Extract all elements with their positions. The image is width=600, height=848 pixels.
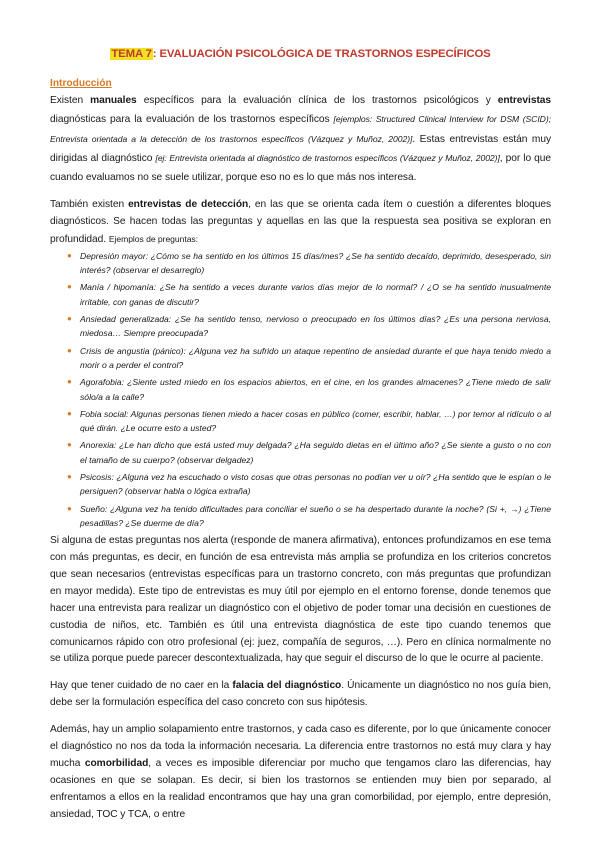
question-text: Manía / hipomanía: ¿Se ha sentido a veces durante varios días mejor de lo normal? / ¿O se ha sentido inusualmente irritable, con ganas de discutir?	[80, 282, 551, 307]
examples-label: Ejemplos de preguntas:	[108, 233, 199, 244]
bold-term-comorbilidad: comorbilidad	[84, 757, 149, 769]
question-item	[67, 312, 551, 341]
bold-term-manuales: manuales	[90, 95, 137, 106]
bold-term-falacia: falacia del diagnóstico	[232, 680, 342, 692]
question-item	[67, 502, 551, 531]
document-page	[50, 48, 551, 824]
question-item	[67, 375, 551, 404]
bullet-icon: ●	[67, 503, 72, 513]
question-item	[67, 470, 551, 499]
text-run: . Únicamente un diagnóstico no nos guía bien, debe ser la formulación específica del caso concreto con sus hipótesis.	[50, 680, 551, 709]
bullet-icon: ●	[67, 377, 72, 387]
bullet-icon: ●	[67, 408, 72, 418]
question-item	[67, 344, 551, 373]
question-text: Psicosis: ¿Alguna vez ha escuchado o visto cosas que otras personas no podían ver u oír? ¿Ha sentido que le espían o le persiguen? (observar habla o lógica extraña)	[80, 471, 551, 497]
bold-term-entrevistas-deteccion: entrevistas de detección	[128, 199, 249, 211]
question-text: Crisis de angustia (pánico): ¿Alguna vez ha sufrido un ataque repentino de ansiedad durante el que haya tenido miedo a morir o a perder el control?	[80, 345, 551, 371]
bold-term-entrevistas: entrevistas	[497, 95, 552, 106]
question-text: Sueño: ¿Alguna vez ha tenido dificultades para conciliar el sueño o se ha despertado durante la noche? (Si +, →) ¿Tiene pesadillas? ¿Se duerme de día?	[80, 503, 551, 528]
question-item	[67, 280, 551, 309]
text-run: Existen	[50, 95, 91, 106]
bullet-icon: ●	[67, 313, 72, 323]
text-run: También existen	[50, 199, 129, 211]
bullet-icon: ●	[67, 440, 72, 450]
text-run: diagnósticas para la evaluación de los trastornos específicos	[50, 114, 334, 126]
bullet-icon: ●	[67, 345, 72, 355]
bullet-icon: ●	[67, 471, 72, 481]
question-text: Depresión mayor: ¿Cómo se ha sentido en los últimos 15 días/mes? ¿Se ha sentido decaído, deprimido, desesperado, sin interés? (observar el desarreglo)	[80, 250, 551, 276]
text-run: específicos para la evaluación clínica de los trastornos psicológicos y	[136, 95, 498, 106]
bullet-icon: ●	[67, 250, 72, 260]
italic-reference: [ejemplos: Structured Clinical Interview for DSM (SCID); Entrevista orientada a la detección de los trastornos específicos (Vázquez y Muñoz, 2002)]	[50, 114, 551, 144]
question-text: Ansiedad generalizada: ¿Se ha sentido tenso, nervioso o preocupado en los últimos días? ¿Es una persona nerviosa, miedosa… Siempre preocupada?	[80, 313, 551, 339]
paragraph-profundizamos: Si alguna de estas preguntas nos alerta (responde de manera afirmativa), entonces profundizamos en ese tema con más preguntas, es decir, en función de esa entrevista más amplia se profundiza en los criterios concretos que sean necesarios (entrevistas específicas para un trastorno concreto, con más preguntas que profundizan en mayor medida). Este tipo de entrevistas es muy útil por ejemplo en el entorno forense, donde tenemos que hacer una entrevista para realizar un diagnóstico con el objetivo de poder tomar una decisión en cuestiones de custodia de niños, etc. También es útil una entrevista diagnóstica de este tipo cuando tenemos que comunicarnos rápido con otro profesional (ej: juez, compañía de seguros, …). Pero en clínica normalmente no se utiliza porque puede parecer descontextualizada, hay que seguir el discurso de lo que le ocurre al paciente.	[50, 535, 551, 665]
question-text: Anorexia: ¿Le han dicho que está usted muy delgada? ¿Ha seguido dietas en el último año? ¿Se siente a gusto o no con el tamaño de su cuerpo? (observar delgadez)	[80, 440, 551, 465]
question-text: Agorafobia: ¿Siente usted miedo en los espacios abiertos, en el cine, en los grandes almacenes? ¿Tiene miedo de salir sólo/a a la calle?	[80, 377, 551, 402]
text-run: , a veces es imposible diferenciar por mucho que tengamos claro las diferencias, hay ocasiones en que se solapan. Es decir, si bien los trastornos se entienden muy bien por separado, al enfrentamos a ellos en la realidad encontramos que hay una gran comorbilidad, por ejemplo, entre depresión, ansiedad, TOC y TCA, o entre	[50, 757, 552, 820]
text-run: Hay que tener cuidado de no caer en la	[50, 680, 233, 692]
section-heading-introduccion: Introducción	[50, 78, 112, 89]
text-run: , por lo que cuando evaluamos no se suele utilizar, porque eso no es lo que más nos interesa.	[50, 153, 551, 183]
text-run: . Estas entrevistas están muy dirigidas al diagnóstico	[50, 133, 551, 165]
question-item	[67, 438, 551, 467]
question-list	[50, 249, 551, 531]
paragraph-manuales	[50, 92, 551, 187]
bullet-icon: ●	[67, 282, 72, 292]
paragraph-falacia	[50, 678, 551, 712]
text-run: Además, hay un amplio solapamiento entre trastornos, y cada caso es diferente, por lo que únicamente conocer el diagnóstico no nos da toda la información necesaria. La diferencia entre trastornos no está muy clara y hay mucha	[50, 724, 551, 769]
page-title	[50, 48, 551, 60]
question-item	[67, 407, 551, 436]
paragraph-comorbilidad	[50, 722, 551, 823]
italic-reference: [ej: Entrevista orientada al diagnóstico de trastornos específicos (Vázquez y Muñoz, 2002)]	[155, 153, 500, 164]
question-item	[67, 249, 551, 278]
paragraph-deteccion	[50, 197, 551, 249]
title-text: : EVALUACIÓN PSICOLÓGICA DE TRASTORNOS ESPECÍFICOS	[152, 48, 491, 60]
text-run: , en las que se orienta cada ítem o cuestión a diferentes bloques diagnósticos. Se hacen todas las preguntas y aquellas en las que la respuesta sea positiva se exploran en profundidad.	[50, 199, 551, 245]
title-highlight: TEMA 7	[111, 48, 152, 60]
question-text: Fobia social: Algunas personas tienen miedo a hacer cosas en público (comer, escribir, hablar, …) por temor al ridículo o al qué dirán. ¿Le ocurre esto a usted?	[80, 408, 551, 434]
